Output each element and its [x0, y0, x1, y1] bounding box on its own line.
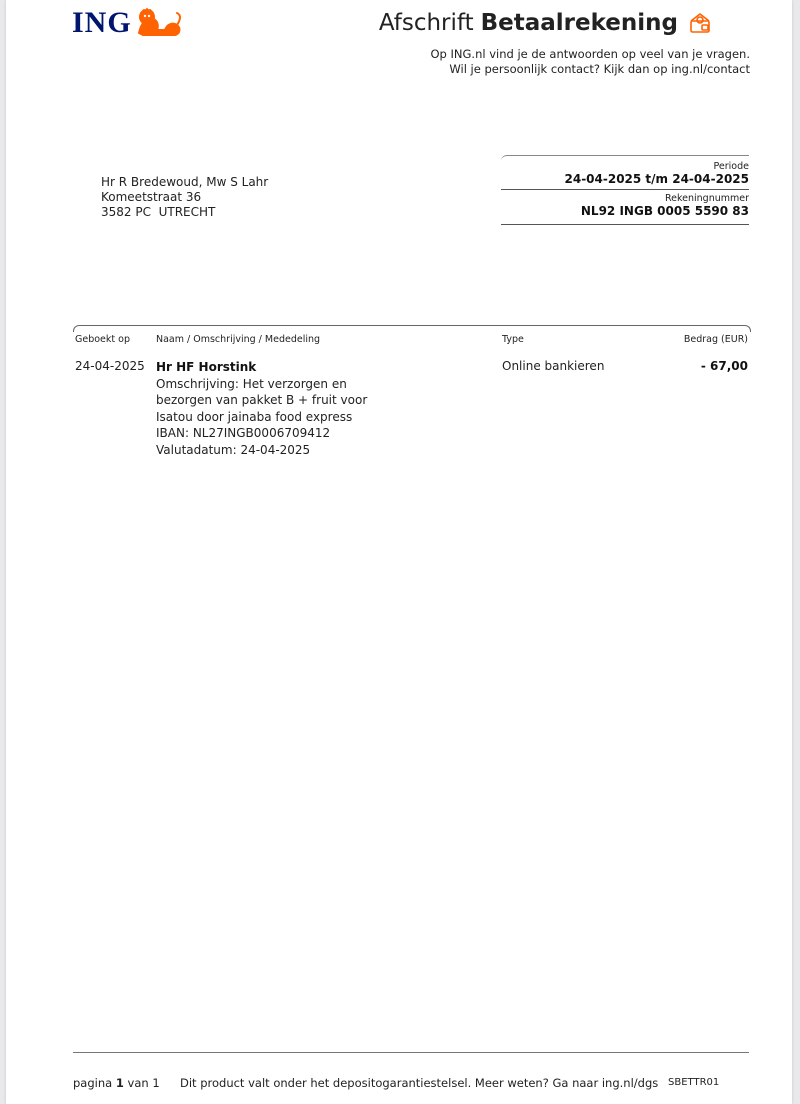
help-text: [431, 47, 751, 77]
footer-divider: [73, 1052, 749, 1053]
row-name: Hr HF Horstink: [156, 360, 257, 374]
row-line: IBAN: NL27INGB0006709412: [156, 426, 331, 440]
row-type: Online bankieren: [502, 359, 605, 373]
payment-account-icon: [688, 11, 712, 35]
address-street: Komeetstraat 36: [101, 190, 202, 204]
deposit-guarantee-notice: Dit product valt onder het depositogarantiestelsel. Meer weten? Ga naar ing.nl/dgs: [180, 1076, 659, 1090]
row-description: [156, 359, 367, 458]
help-line-2: Wil je persoonlijk contact? Kijk dan op ing.nl/contact: [449, 62, 750, 76]
row-line: bezorgen van pakket B + fruit voor: [156, 393, 368, 407]
help-line-1: Op ING.nl vind je de antwoorden op veel van je vragen.: [430, 47, 750, 61]
period-label: Periode: [713, 161, 749, 172]
account-info-box: [501, 155, 749, 225]
row-line: Omschrijving: Het verzorgen en: [156, 376, 347, 391]
row-date: 24-04-2025: [75, 359, 145, 373]
page-suffix: van 1: [127, 1076, 160, 1090]
title-light: Afschrift: [378, 10, 474, 36]
page-prefix: pagina: [73, 1076, 113, 1090]
lion-icon: [135, 7, 183, 39]
address-city: 3582 PC UTRECHT: [101, 205, 216, 219]
header-description: Naam / Omschrijving / Mededeling: [156, 334, 321, 345]
header-type: Type: [502, 334, 524, 345]
divider: [501, 224, 749, 225]
page-number: [73, 1076, 160, 1090]
address-names: Hr R Bredewoud, Mw S Lahr: [101, 175, 269, 189]
account-value: NL92 INGB 0005 5590 83: [580, 204, 749, 218]
ing-logo: [72, 6, 183, 40]
row-amount: - 67,00: [700, 359, 748, 373]
account-label: Rekeningnummer: [664, 193, 749, 204]
recipient-address: [101, 175, 268, 220]
row-line: Valutadatum: 24-04-2025: [156, 442, 311, 457]
brand-name: ING: [72, 6, 132, 39]
period-value: 24-04-2025 t/m 24-04-2025: [564, 172, 749, 186]
statement-page: [6, 0, 792, 1104]
table-frame: [73, 325, 751, 332]
header-booked: Geboekt op: [75, 334, 130, 345]
header-amount: Bedrag (EUR): [683, 334, 748, 345]
document-code: SBETTR01: [668, 1077, 720, 1088]
document-title: [379, 10, 712, 36]
page-current: 1: [115, 1076, 124, 1090]
title-bold: Betaalrekening: [480, 10, 678, 36]
row-line: Isatou door jainaba food express: [156, 409, 353, 424]
